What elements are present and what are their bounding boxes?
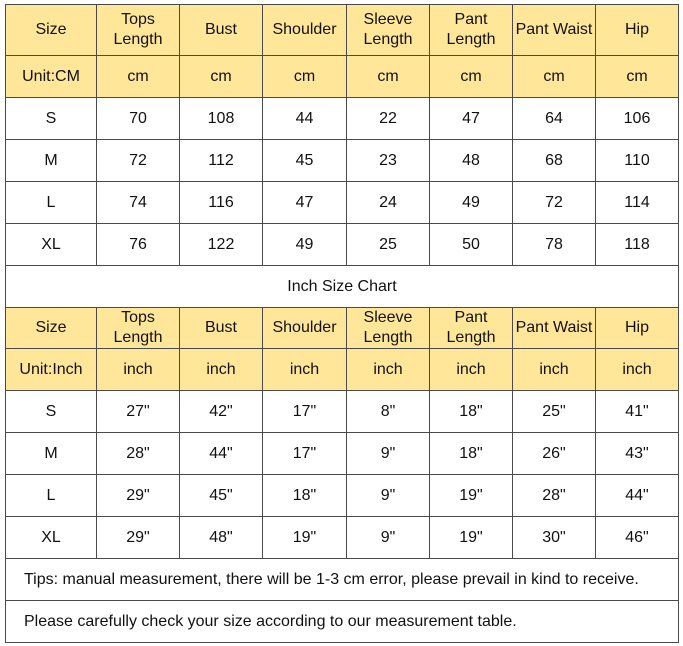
value-cell: 45" bbox=[180, 475, 263, 517]
size-cell: S bbox=[6, 391, 97, 433]
cm-table-row bbox=[6, 182, 679, 224]
header-cell: Bust bbox=[180, 308, 263, 349]
value-cell: 48" bbox=[180, 517, 263, 559]
value-cell: 44" bbox=[596, 475, 679, 517]
value-cell: 18" bbox=[430, 391, 513, 433]
header-cell: Shoulder bbox=[263, 5, 347, 56]
unit-cell: inch bbox=[97, 349, 180, 391]
value-cell: 25" bbox=[513, 391, 596, 433]
header-cell: Pant Waist bbox=[513, 308, 596, 349]
value-cell: 49 bbox=[263, 224, 347, 266]
value-cell: 17" bbox=[263, 391, 347, 433]
size-cell: XL bbox=[6, 517, 97, 559]
header-cell: Size bbox=[6, 5, 97, 56]
cm-table-row bbox=[6, 224, 679, 266]
unit-cell: inch bbox=[596, 349, 679, 391]
value-cell: 17" bbox=[263, 433, 347, 475]
inch-table-row bbox=[6, 475, 679, 517]
value-cell: 44 bbox=[263, 98, 347, 140]
header-cell: Hip bbox=[596, 308, 679, 349]
value-cell: 29" bbox=[97, 475, 180, 517]
header-cell: Size bbox=[6, 308, 97, 349]
cm-table-row bbox=[6, 98, 679, 140]
header-cell: Tops Length bbox=[97, 5, 180, 56]
value-cell: 108 bbox=[180, 98, 263, 140]
value-cell: 72 bbox=[513, 182, 596, 224]
unit-cell: cm bbox=[430, 56, 513, 98]
header-cell: Pant Length bbox=[430, 308, 513, 349]
value-cell: 28" bbox=[513, 475, 596, 517]
cm-header-row bbox=[6, 5, 679, 56]
value-cell: 44" bbox=[180, 433, 263, 475]
value-cell: 112 bbox=[180, 140, 263, 182]
value-cell: 29" bbox=[97, 517, 180, 559]
unit-cell: cm bbox=[263, 56, 347, 98]
value-cell: 64 bbox=[513, 98, 596, 140]
value-cell: 72 bbox=[97, 140, 180, 182]
unit-cell: inch bbox=[180, 349, 263, 391]
header-cell: Bust bbox=[180, 5, 263, 56]
inch-title-row bbox=[6, 266, 679, 308]
value-cell: 74 bbox=[97, 182, 180, 224]
value-cell: 24 bbox=[347, 182, 430, 224]
value-cell: 22 bbox=[347, 98, 430, 140]
value-cell: 19" bbox=[430, 475, 513, 517]
note-text: Please carefully check your size according to our measurement table. bbox=[6, 601, 679, 643]
value-cell: 70 bbox=[97, 98, 180, 140]
size-chart-table bbox=[5, 4, 679, 643]
inch-table-row bbox=[6, 391, 679, 433]
inch-table-row bbox=[6, 517, 679, 559]
size-cell: L bbox=[6, 475, 97, 517]
size-cell: M bbox=[6, 433, 97, 475]
value-cell: 76 bbox=[97, 224, 180, 266]
tips-row bbox=[6, 559, 679, 601]
value-cell: 19" bbox=[430, 517, 513, 559]
value-cell: 47 bbox=[430, 98, 513, 140]
inch-header-row bbox=[6, 308, 679, 349]
value-cell: 78 bbox=[513, 224, 596, 266]
unit-cell: cm bbox=[180, 56, 263, 98]
value-cell: 41" bbox=[596, 391, 679, 433]
value-cell: 42" bbox=[180, 391, 263, 433]
unit-cell: inch bbox=[430, 349, 513, 391]
header-cell: Pant Waist bbox=[513, 5, 596, 56]
inch-table-row bbox=[6, 433, 679, 475]
value-cell: 18" bbox=[263, 475, 347, 517]
value-cell: 19" bbox=[263, 517, 347, 559]
value-cell: 48 bbox=[430, 140, 513, 182]
header-cell: Sleeve Length bbox=[347, 308, 430, 349]
value-cell: 30" bbox=[513, 517, 596, 559]
value-cell: 68 bbox=[513, 140, 596, 182]
unit-cell: Unit:Inch bbox=[6, 349, 97, 391]
value-cell: 114 bbox=[596, 182, 679, 224]
value-cell: 116 bbox=[180, 182, 263, 224]
size-cell: L bbox=[6, 182, 97, 224]
size-cell: S bbox=[6, 98, 97, 140]
inch-chart-title: Inch Size Chart bbox=[6, 266, 679, 308]
unit-cell: inch bbox=[347, 349, 430, 391]
value-cell: 45 bbox=[263, 140, 347, 182]
value-cell: 47 bbox=[263, 182, 347, 224]
value-cell: 27" bbox=[97, 391, 180, 433]
value-cell: 18" bbox=[430, 433, 513, 475]
size-cell: M bbox=[6, 140, 97, 182]
header-cell: Sleeve Length bbox=[347, 5, 430, 56]
value-cell: 50 bbox=[430, 224, 513, 266]
value-cell: 8" bbox=[347, 391, 430, 433]
value-cell: 23 bbox=[347, 140, 430, 182]
unit-cell: inch bbox=[513, 349, 596, 391]
unit-cell: cm bbox=[513, 56, 596, 98]
value-cell: 46" bbox=[596, 517, 679, 559]
value-cell: 26" bbox=[513, 433, 596, 475]
unit-cell: cm bbox=[347, 56, 430, 98]
header-cell: Pant Length bbox=[430, 5, 513, 56]
value-cell: 106 bbox=[596, 98, 679, 140]
inch-unit-row bbox=[6, 349, 679, 391]
value-cell: 25 bbox=[347, 224, 430, 266]
value-cell: 49 bbox=[430, 182, 513, 224]
value-cell: 110 bbox=[596, 140, 679, 182]
value-cell: 9" bbox=[347, 433, 430, 475]
note-row bbox=[6, 601, 679, 643]
cm-table-row bbox=[6, 140, 679, 182]
unit-cell: inch bbox=[263, 349, 347, 391]
value-cell: 118 bbox=[596, 224, 679, 266]
value-cell: 9" bbox=[347, 517, 430, 559]
header-cell: Hip bbox=[596, 5, 679, 56]
value-cell: 9" bbox=[347, 475, 430, 517]
unit-cell: cm bbox=[596, 56, 679, 98]
size-cell: XL bbox=[6, 224, 97, 266]
cm-unit-row bbox=[6, 56, 679, 98]
value-cell: 43" bbox=[596, 433, 679, 475]
value-cell: 122 bbox=[180, 224, 263, 266]
header-cell: Shoulder bbox=[263, 308, 347, 349]
unit-cell: cm bbox=[97, 56, 180, 98]
value-cell: 28" bbox=[97, 433, 180, 475]
tips-text: Tips: manual measurement, there will be 1-3 cm error, please prevail in kind to receive. bbox=[6, 559, 679, 601]
header-cell: Tops Length bbox=[97, 308, 180, 349]
unit-cell: Unit:CM bbox=[6, 56, 97, 98]
